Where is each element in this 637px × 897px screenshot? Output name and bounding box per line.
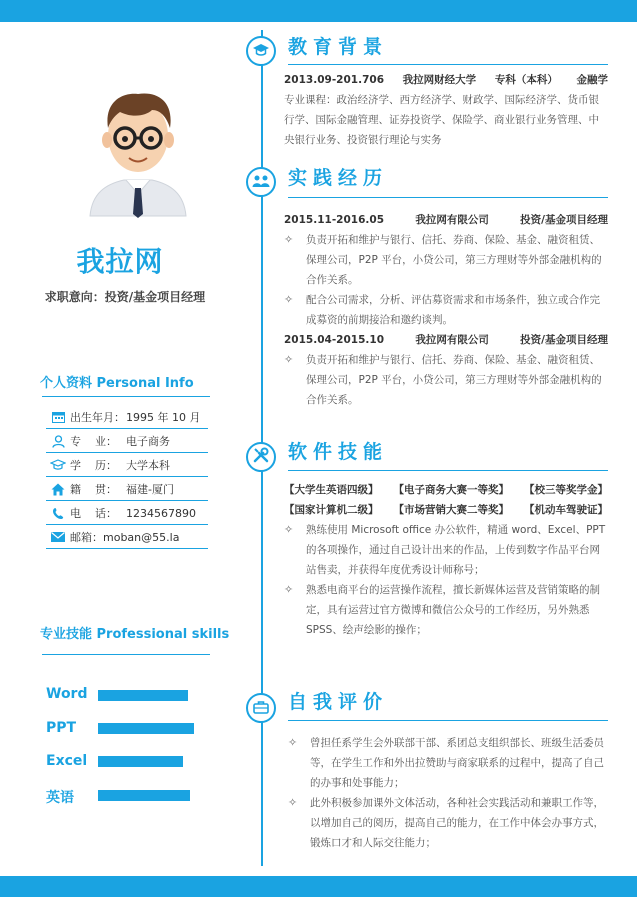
education-courses: 专业课程：政治经济学、西方经济学、财政学、国际经济学、货币银行学、国际金融管理、证券投资学、保险学、商业银行业务管理、中央银行业务、投资银行理论与实务	[284, 94, 599, 146]
info-label: 电 话：	[70, 507, 117, 520]
team-icon	[252, 173, 270, 192]
self-eval-block	[288, 733, 608, 853]
self-eval-divider	[288, 720, 608, 721]
software-node	[246, 442, 276, 472]
job-period: 2015.04-2015.10	[284, 334, 385, 346]
award: 【市场营销大赛二等奖】	[393, 504, 509, 516]
skill-name-word: Word	[46, 686, 88, 702]
info-row-major	[46, 430, 208, 453]
job-position: 投资/基金项目经理	[520, 334, 608, 346]
award: 【大学生英语四级】	[284, 484, 379, 496]
award: 【机动车驾驶证】	[524, 504, 608, 516]
info-row-phone	[46, 502, 208, 525]
info-row-education	[46, 454, 208, 477]
award-row	[284, 500, 608, 520]
skill-bar-word	[98, 690, 188, 701]
tools-icon	[253, 447, 269, 467]
user-icon	[46, 435, 70, 448]
job-intent: 求职意向：投资/基金项目经理	[44, 290, 206, 304]
job-position: 投资/基金项目经理	[520, 214, 608, 226]
graduation-cap-icon	[252, 42, 270, 61]
top-accent-bar	[0, 0, 637, 22]
personal-info-title: 个人资料 Personal Info	[40, 376, 194, 391]
info-value: 1234567890	[126, 506, 196, 520]
education-divider	[288, 64, 608, 65]
info-row-birth	[46, 406, 208, 429]
candidate-name: 我拉网	[76, 245, 164, 278]
education-node	[246, 36, 276, 66]
education-period: 2013.09-201.706	[284, 74, 385, 86]
skill-bar-english	[98, 790, 190, 801]
software-block	[284, 480, 608, 640]
skill-bar-ppt	[98, 723, 194, 734]
education-title: 教育背景	[288, 36, 389, 58]
skills-divider	[42, 654, 210, 655]
skill-bar-excel	[98, 756, 183, 767]
info-value: 福建-厦门	[126, 483, 174, 496]
experience-block	[284, 210, 608, 430]
job-header	[284, 330, 608, 350]
software-bullet: ✧ 熟悉电商平台的运营操作流程，擅长新媒体运营及营销策略的制定，具有运营过官方微博和微信公众号的工作经历，另外熟悉 SPSS、绘声绘影的操作；	[284, 580, 608, 640]
personal-info-divider	[42, 396, 210, 397]
calendar-icon	[46, 411, 70, 423]
info-label: 籍 贯：	[70, 483, 117, 496]
skill-name-english: 英语	[46, 790, 74, 806]
award: 【电子商务大赛一等奖】	[393, 484, 509, 496]
software-divider	[288, 470, 608, 471]
education-school: 我拉网财经大学	[402, 74, 477, 86]
self-eval-bullet: ✧ 此外积极参加课外文体活动，各种社会实践活动和兼职工作等，以增加自己的阅历，提高自己的能力，在工作中体会办事方式，锻炼口才和人际交往能力；	[288, 793, 608, 853]
job-bullet: ✧ 负责开拓和维护与银行、信托、券商、保险、基金、融资租赁、保理公司，P2P 平台，小贷公司，第三方理财等外部金融机构的合作关系。	[284, 350, 608, 410]
job-bullet: ✧ 负责开拓和维护与银行、信托、券商、保险、基金、融资租赁、保理公司，P2P 平台，小贷公司，第三方理财等外部金融机构的合作关系。	[284, 230, 608, 290]
experience-divider	[288, 197, 608, 198]
self-eval-title: 自我评价	[288, 691, 389, 713]
info-row-email	[46, 526, 208, 549]
education-header	[284, 70, 608, 90]
job-period: 2015.11-2016.05	[284, 214, 385, 226]
job-header	[284, 210, 608, 230]
info-label: 学 历：	[70, 459, 117, 472]
info-label: 出生年月：	[70, 411, 125, 424]
skills-title: 专业技能 Professional skills	[40, 627, 230, 642]
self-eval-node	[246, 693, 276, 723]
self-eval-bullet: ✧ 曾担任系学生会外联部干部、系团总支组织部长、班级生活委员等，在学生工作和外出拉赞助与商家联系的过程中，提高了自己的办事和处事能力；	[288, 733, 608, 793]
job-company: 我拉网有限公司	[415, 214, 489, 226]
award: 【国家计算机二级】	[284, 504, 379, 516]
info-label: 专 业：	[70, 435, 117, 448]
skill-name-excel: Excel	[46, 753, 88, 769]
info-row-hometown	[46, 478, 208, 501]
software-bullet: ✧ 熟练使用 Microsoft office 办公软件，精通 word、Excel、PPT 的各项操作，通过自己设计出来的作品，上传到数字作品平台网站售卖，并获得年度优秀设计师称号；	[284, 520, 608, 580]
education-major: 金融学	[576, 74, 608, 86]
bottom-accent-bar	[0, 876, 637, 897]
experience-title: 实践经历	[288, 167, 389, 189]
phone-icon	[46, 507, 70, 520]
info-value: 电子商务	[126, 435, 170, 448]
info-value: 1995 年 10 月	[126, 411, 201, 424]
avatar	[86, 88, 190, 218]
education-degree: 专科（本科）	[494, 74, 558, 86]
award-row	[284, 480, 608, 500]
info-value: 大学本科	[126, 459, 170, 472]
mail-icon	[46, 532, 70, 542]
job-company: 我拉网有限公司	[415, 334, 489, 346]
education-block	[284, 70, 608, 150]
briefcase-icon	[253, 699, 269, 718]
award: 【校三等奖学金】	[524, 484, 608, 496]
software-title: 软件技能	[288, 441, 389, 463]
graduation-cap-icon	[46, 459, 70, 471]
job-bullet: ✧ 配合公司需求，分析、评估募资需求和市场条件，独立或合作完成募资的前期接洽和邀约谈判。	[284, 290, 608, 330]
info-value: moban@55.la	[103, 530, 180, 544]
info-label: 邮箱：	[70, 531, 103, 544]
skill-name-ppt: PPT	[46, 720, 77, 736]
home-icon	[46, 483, 70, 496]
experience-node	[246, 167, 276, 197]
